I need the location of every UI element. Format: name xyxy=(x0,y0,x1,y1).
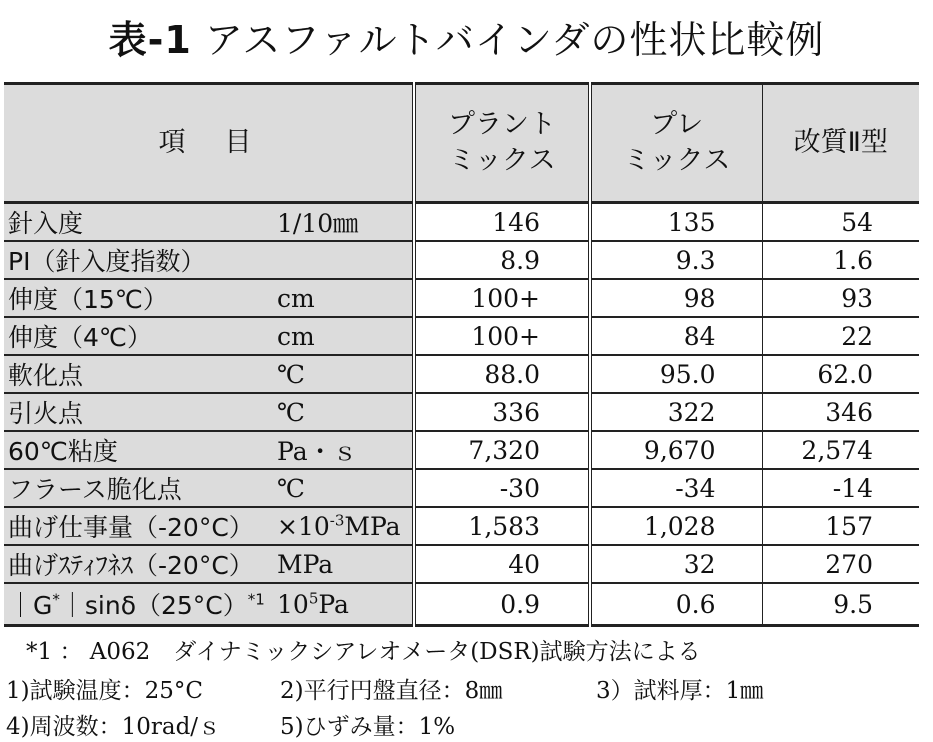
unit-prefix: 10 xyxy=(277,589,309,619)
value-modified: 157 xyxy=(762,507,919,545)
value-plant-mix: 146 xyxy=(414,203,590,242)
value-plant-mix: -30 xyxy=(414,469,590,507)
table-row xyxy=(4,279,919,317)
value-modified: 270 xyxy=(762,545,919,583)
value-premix: 84 xyxy=(590,317,762,355)
row-name: 軟化点 xyxy=(4,355,277,393)
footnote-dsr: *1 ： A062 ダイナミックシアレオメータ(DSR)試験方法による xyxy=(26,639,701,665)
header-row xyxy=(4,84,919,203)
table-row xyxy=(4,583,919,626)
row-name-part1: ｜G xyxy=(8,591,53,620)
value-premix: 9.3 xyxy=(590,241,762,279)
value-modified: 54 xyxy=(762,203,919,242)
row-unit: ℃ xyxy=(277,469,414,507)
value-premix: 98 xyxy=(590,279,762,317)
row-name xyxy=(4,583,277,626)
value-modified: 346 xyxy=(762,393,919,431)
row-name-part2: ｜sinδ（25°C） xyxy=(59,591,248,620)
row-name: 引火点 xyxy=(4,393,277,431)
row-unit: Pa・ｓ xyxy=(277,431,414,469)
row-unit: ℃ xyxy=(277,393,414,431)
value-modified: -14 xyxy=(762,469,919,507)
table-row xyxy=(4,545,919,583)
value-modified: 22 xyxy=(762,317,919,355)
properties-table xyxy=(4,82,919,627)
header-plant-mix-line2: ミックス xyxy=(448,145,556,176)
row-name: PI（針入度指数） xyxy=(4,241,277,279)
header-plant-mix xyxy=(414,84,590,203)
table-row xyxy=(4,203,919,242)
row-unit: cm xyxy=(277,317,414,355)
value-premix: 0.6 xyxy=(590,583,762,626)
value-plant-mix: 7,320 xyxy=(414,431,590,469)
table-row xyxy=(4,469,919,507)
row-name: 伸度（15℃） xyxy=(4,279,277,317)
value-plant-mix: 0.9 xyxy=(414,583,590,626)
header-premix-line1: プレ xyxy=(650,109,704,140)
note-sample-thickness: 3）試料厚：1㎜ xyxy=(596,678,764,704)
row-name: 針入度 xyxy=(4,203,277,242)
unit-exponent: -3 xyxy=(329,511,345,530)
row-unit xyxy=(277,583,414,626)
value-plant-mix: 1,583 xyxy=(414,507,590,545)
unit-prefix: ×10 xyxy=(277,511,330,541)
value-plant-mix: 40 xyxy=(414,545,590,583)
table-title-text: アスファルトバインダの性状比較例 xyxy=(204,18,825,62)
row-name-star: * xyxy=(52,590,60,609)
value-modified: 2,574 xyxy=(762,431,919,469)
table-row xyxy=(4,507,919,545)
row-name: 伸度（4℃） xyxy=(4,317,277,355)
note-plate-diameter: 2)平行円盤直径：8㎜ xyxy=(280,678,503,704)
table-row xyxy=(4,355,919,393)
row-name-footnote-mark: *1 xyxy=(247,590,265,609)
row-unit: cm xyxy=(277,279,414,317)
row-name: 60℃粘度 xyxy=(4,431,277,469)
value-plant-mix: 8.9 xyxy=(414,241,590,279)
value-plant-mix: 100+ xyxy=(414,317,590,355)
value-premix: 322 xyxy=(590,393,762,431)
table-row xyxy=(4,317,919,355)
table-title xyxy=(0,14,933,66)
unit-suffix: Pa xyxy=(318,589,349,619)
value-plant-mix: 88.0 xyxy=(414,355,590,393)
value-modified: 93 xyxy=(762,279,919,317)
value-premix: -34 xyxy=(590,469,762,507)
table-number: 表-1 xyxy=(108,18,192,62)
row-unit: 1/10㎜ xyxy=(277,203,414,242)
row-unit: ℃ xyxy=(277,355,414,393)
header-plant-mix-line1: プラント xyxy=(448,109,556,140)
row-name: 曲げ仕事量（-20°C） xyxy=(4,507,277,545)
unit-suffix: MPa xyxy=(344,511,401,541)
header-premix-line2: ミックス xyxy=(623,145,731,176)
value-premix: 9,670 xyxy=(590,431,762,469)
value-modified: 1.6 xyxy=(762,241,919,279)
row-unit xyxy=(277,241,414,279)
row-name: フラース脆化点 xyxy=(4,469,277,507)
note-frequency: 4)周波数：10rad/ｓ xyxy=(6,714,222,740)
header-premix xyxy=(590,84,762,203)
table-row xyxy=(4,241,919,279)
value-premix: 135 xyxy=(590,203,762,242)
table-row xyxy=(4,431,919,469)
row-name: 曲げｽﾃｨﾌﾈｽ（-20°C） xyxy=(4,545,277,583)
row-unit: MPa xyxy=(277,545,414,583)
value-premix: 95.0 xyxy=(590,355,762,393)
unit-exponent: 5 xyxy=(308,589,319,608)
note-test-temperature: 1)試験温度：25°C xyxy=(6,678,203,704)
table-row xyxy=(4,393,919,431)
header-item: 項 目 xyxy=(4,84,414,203)
value-modified: 62.0 xyxy=(762,355,919,393)
header-modified-type2: 改質Ⅱ型 xyxy=(762,84,919,203)
value-plant-mix: 336 xyxy=(414,393,590,431)
value-plant-mix: 100+ xyxy=(414,279,590,317)
row-unit xyxy=(277,507,414,545)
value-premix: 32 xyxy=(590,545,762,583)
note-strain: 5)ひずみ量：1% xyxy=(280,714,456,740)
value-premix: 1,028 xyxy=(590,507,762,545)
value-modified: 9.5 xyxy=(762,583,919,626)
